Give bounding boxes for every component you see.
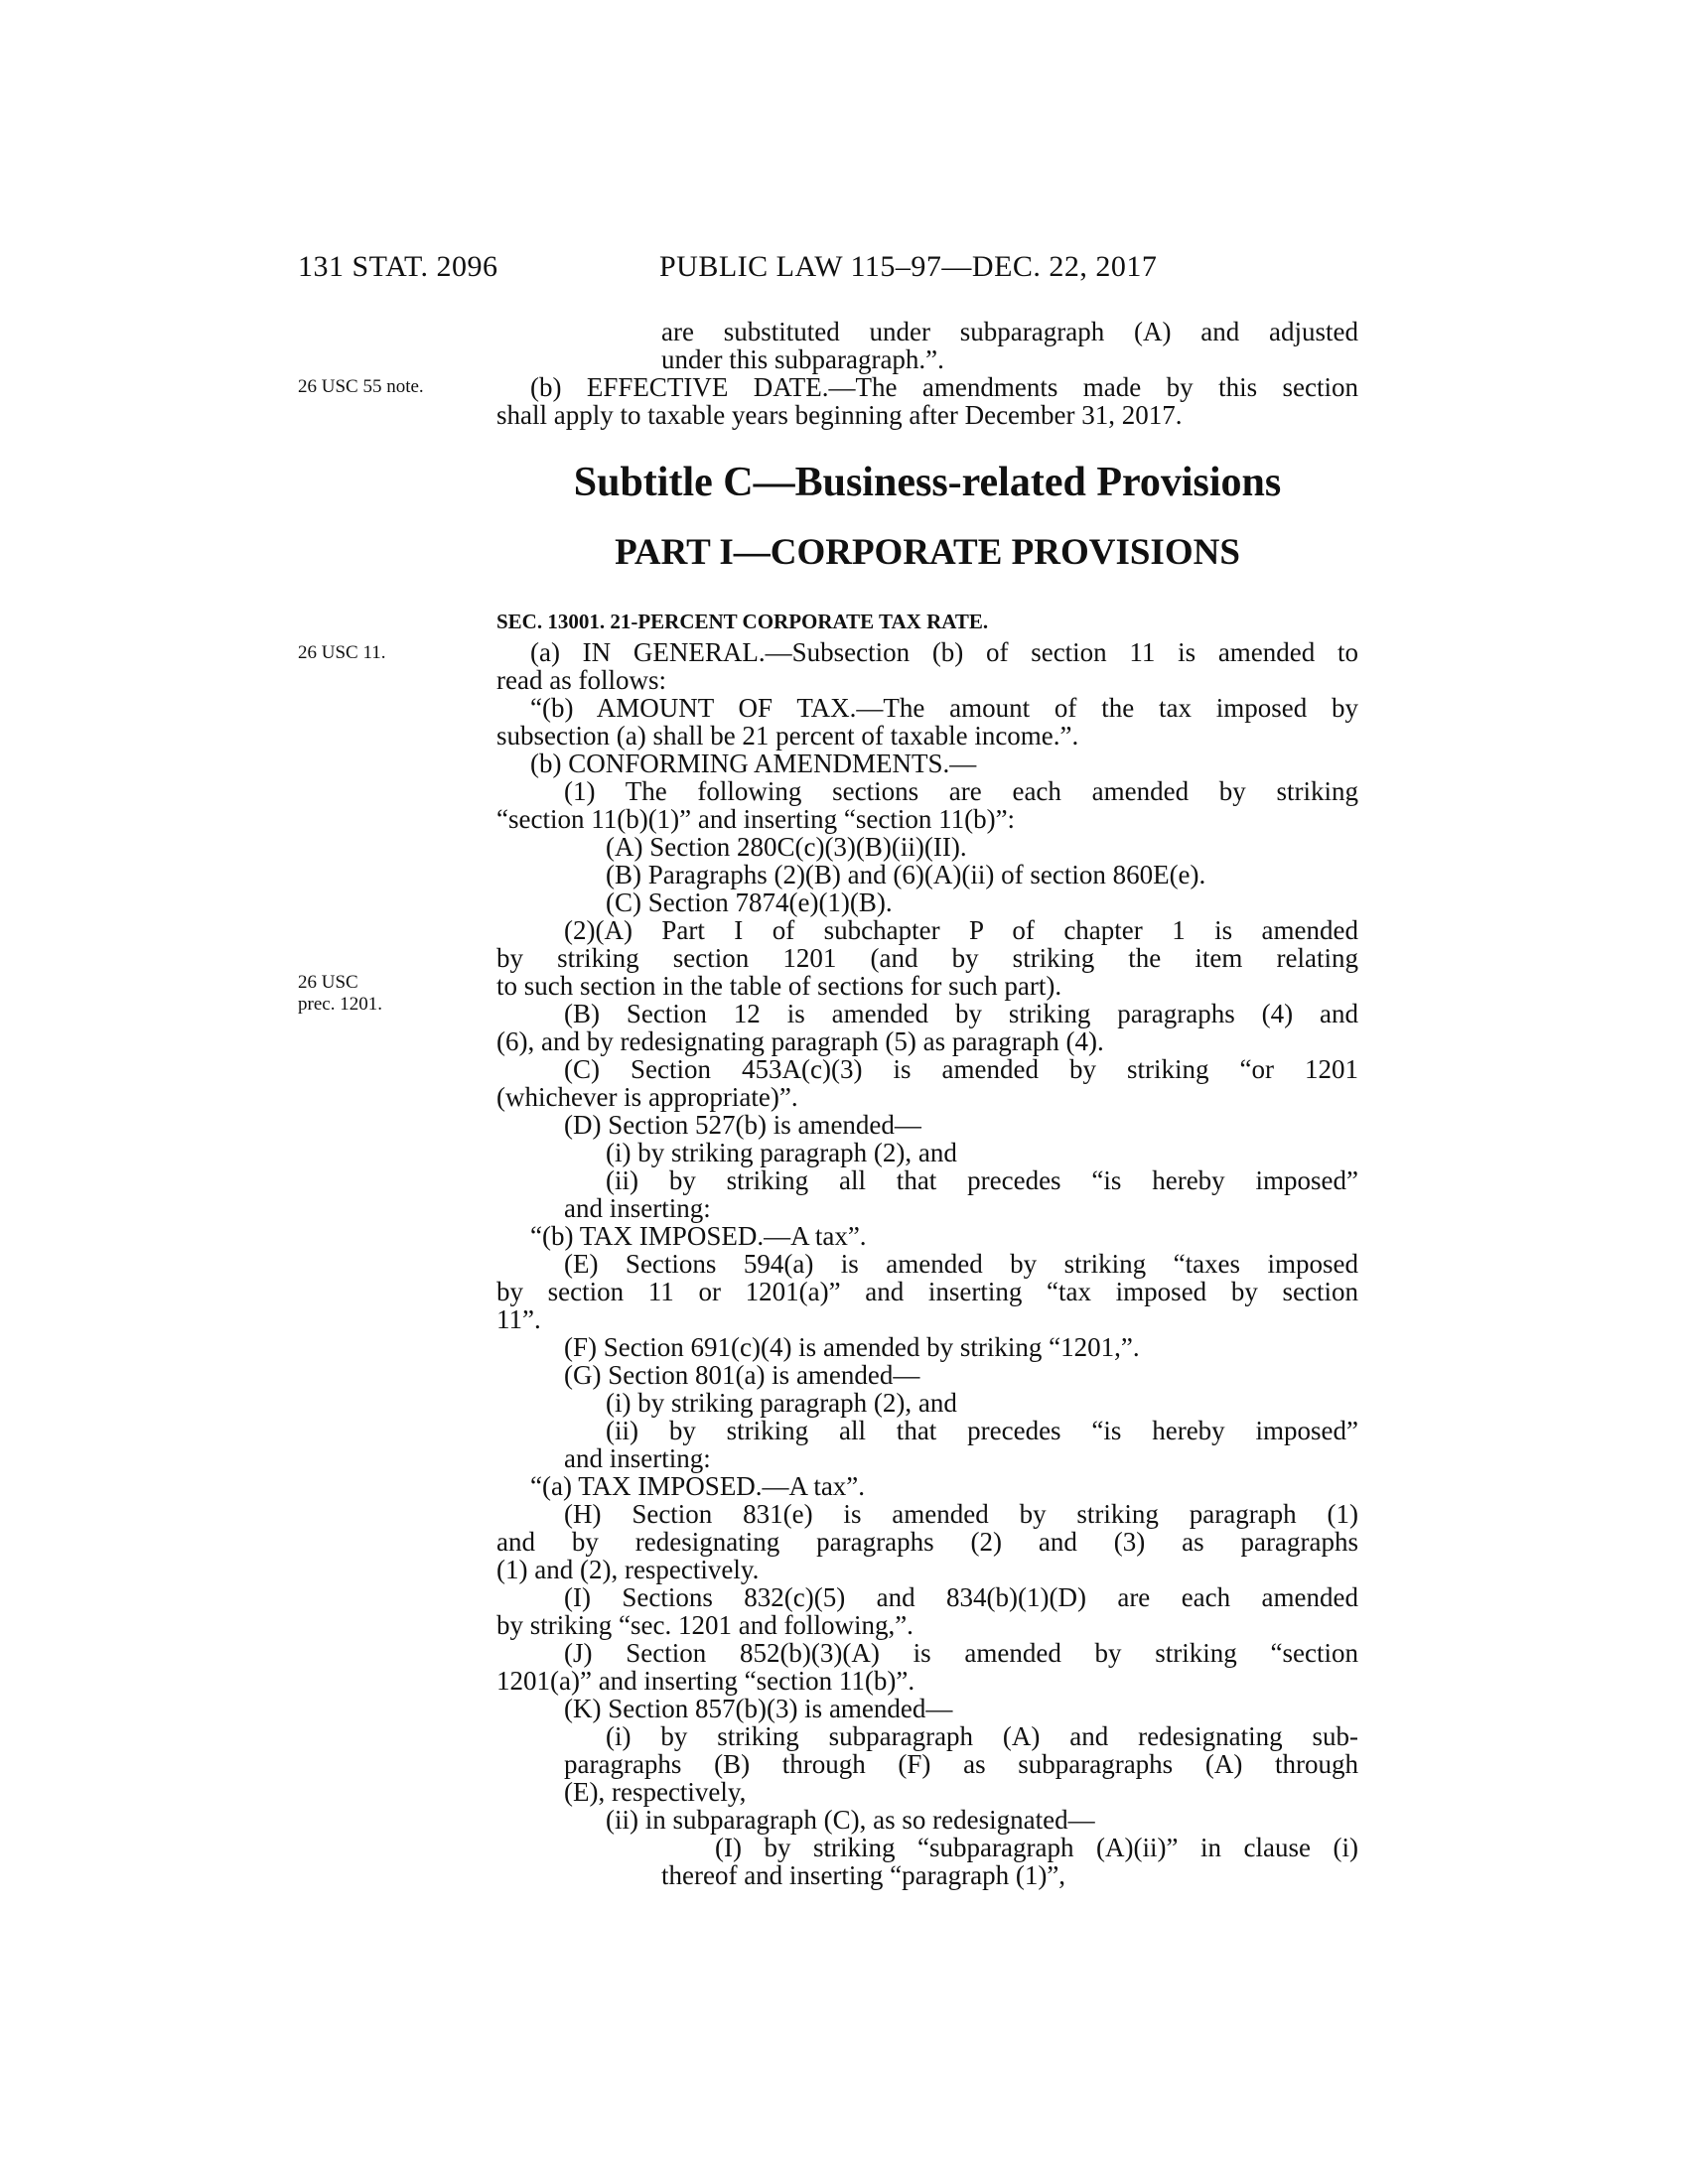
text-line: read as follows: xyxy=(496,665,666,695)
text-line: shall apply to taxable years beginning after December 31, 2017. xyxy=(496,400,1183,430)
text-line: paragraphs (B) through (F) as subparagraphs (A) through xyxy=(564,1749,1358,1779)
text-line: (B) Section 12 is amended by striking paragraphs (4) and xyxy=(564,999,1358,1028)
text-line: (J) Section 852(b)(3)(A) is amended by striking “section xyxy=(564,1638,1358,1668)
text-line: (G) Section 801(a) is amended— xyxy=(564,1360,920,1390)
section-heading: SEC. 13001. 21-PERCENT CORPORATE TAX RATE. xyxy=(496,610,989,633)
text-line: by section 11 or 1201(a)” and inserting “tax imposed by section xyxy=(496,1277,1358,1306)
text-line: and inserting: xyxy=(564,1443,711,1473)
text-line: (i) by striking paragraph (2), and xyxy=(606,1138,957,1167)
text-line: and by redesignating paragraphs (2) and (3) as paragraphs xyxy=(496,1527,1358,1557)
text-line: 11”. xyxy=(496,1304,541,1334)
text-line: are substituted under subparagraph (A) and adjusted xyxy=(661,317,1358,346)
text-line: (b) CONFORMING AMENDMENTS.— xyxy=(530,749,977,778)
text-line: and inserting: xyxy=(564,1193,711,1223)
text-line: (ii) by striking all that precedes “is hereby imposed” xyxy=(606,1165,1358,1195)
text-line: “(b) AMOUNT OF TAX.—The amount of the tax imposed by xyxy=(530,693,1358,723)
text-line: (H) Section 831(e) is amended by striking paragraph (1) xyxy=(564,1499,1358,1529)
text-line: (1) The following sections are each amended by striking xyxy=(564,776,1358,806)
running-header: PUBLIC LAW 115–97—DEC. 22, 2017 xyxy=(659,250,1158,283)
margin-note-usc-1201-b: prec. 1201. xyxy=(298,994,382,1015)
text-line: (ii) in subparagraph (C), as so redesignated— xyxy=(606,1805,1095,1835)
text-line: (1) and (2), respectively. xyxy=(496,1555,760,1584)
text-line: (whichever is appropriate)”. xyxy=(496,1082,798,1112)
margin-note-usc-1201-a: 26 USC xyxy=(298,972,358,993)
part-heading: PART I—CORPORATE PROVISIONS xyxy=(615,532,1240,573)
text-line: (i) by striking subparagraph (A) and redesignating sub- xyxy=(606,1721,1358,1751)
text-line: (F) Section 691(c)(4) is amended by striking “1201,”. xyxy=(564,1332,1140,1362)
text-line: (D) Section 527(b) is amended— xyxy=(564,1110,921,1140)
margin-note-usc-11: 26 USC 11. xyxy=(298,642,386,663)
text-line: “section 11(b)(1)” and inserting “section 11(b)”: xyxy=(496,804,1016,834)
text-line: (B) Paragraphs (2)(B) and (6)(A)(ii) of section 860E(e). xyxy=(606,860,1206,889)
text-line: subsection (a) shall be 21 percent of taxable income.”. xyxy=(496,721,1079,751)
subtitle-heading: Subtitle C—Business-related Provisions xyxy=(573,460,1282,505)
text-line: “(a) TAX IMPOSED.—A tax”. xyxy=(530,1471,866,1501)
text-line: (ii) by striking all that precedes “is hereby imposed” xyxy=(606,1416,1358,1445)
text-line: (E) Sections 594(a) is amended by striking “taxes imposed xyxy=(564,1249,1358,1279)
text-line: (I) by striking “subparagraph (A)(ii)” in clause (i) xyxy=(715,1833,1358,1862)
text-line: (E), respectively, xyxy=(564,1777,747,1807)
text-line: (C) Section 7874(e)(1)(B). xyxy=(606,887,893,917)
text-line: (b) EFFECTIVE DATE.—The amendments made by this section xyxy=(530,372,1358,402)
text-line: (C) Section 453A(c)(3) is amended by striking “or 1201 xyxy=(564,1054,1358,1084)
text-line: (K) Section 857(b)(3) is amended— xyxy=(564,1694,953,1723)
text-line: (A) Section 280C(c)(3)(B)(ii)(II). xyxy=(606,832,967,862)
text-line: by striking section 1201 (and by striking the item relating xyxy=(496,943,1358,973)
text-line: to such section in the table of sections for such part). xyxy=(496,971,1062,1001)
text-line: thereof and inserting “paragraph (1)”, xyxy=(661,1860,1066,1890)
text-line: by striking “sec. 1201 and following,”. xyxy=(496,1610,914,1640)
text-line: (2)(A) Part I of subchapter P of chapter 1 is amended xyxy=(564,915,1358,945)
text-line: (6), and by redesignating paragraph (5) as paragraph (4). xyxy=(496,1026,1104,1056)
text-line: “(b) TAX IMPOSED.—A tax”. xyxy=(530,1221,867,1251)
text-line: (a) IN GENERAL.—Subsection (b) of section 11 is amended to xyxy=(530,637,1358,667)
page-stat-citation: 131 STAT. 2096 xyxy=(298,250,498,283)
text-line: 1201(a)” and inserting “section 11(b)”. xyxy=(496,1666,915,1696)
text-line: (i) by striking paragraph (2), and xyxy=(606,1388,957,1418)
text-line: (I) Sections 832(c)(5) and 834(b)(1)(D) are each amended xyxy=(564,1582,1358,1612)
text-line: under this subparagraph.”. xyxy=(661,344,944,374)
margin-note-usc-55: 26 USC 55 note. xyxy=(298,376,424,397)
